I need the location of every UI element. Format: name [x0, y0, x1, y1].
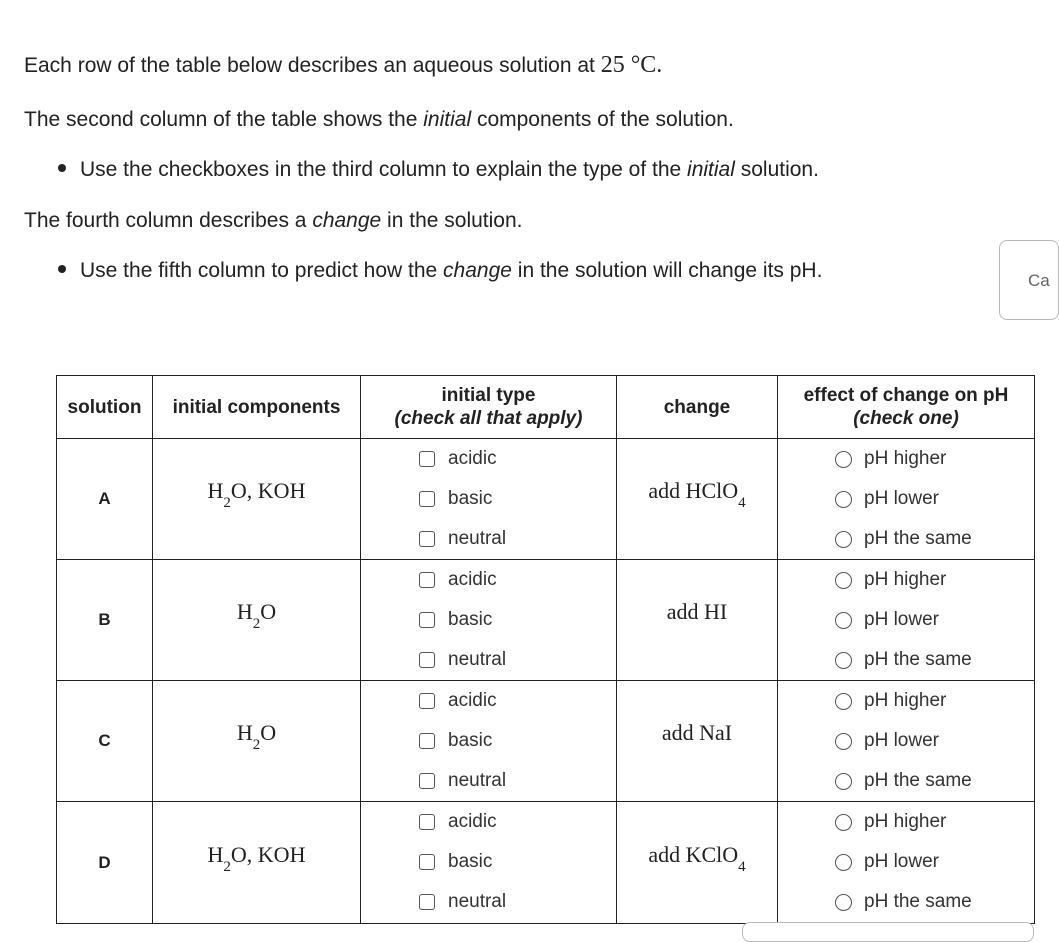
table-row — [57, 439, 1035, 560]
header-initial-components — [153, 376, 361, 439]
formula-rest: O, KOH — [230, 478, 306, 503]
side-panel-button-label: Ca — [1028, 271, 1050, 290]
radio-button[interactable] — [835, 531, 852, 548]
intro-text: components of the solution. — [471, 108, 734, 131]
effect-options — [778, 802, 1035, 924]
solution-letter — [57, 802, 153, 924]
effect-option-pH-the-same[interactable] — [778, 761, 1034, 801]
formula-main: H — [207, 841, 224, 867]
header-text: effect of change on pH — [803, 385, 1009, 406]
change-cell — [617, 560, 778, 681]
radio-button[interactable] — [835, 773, 852, 790]
header-text: change — [663, 396, 731, 418]
checkbox[interactable] — [419, 572, 435, 588]
initial-components — [153, 802, 361, 924]
radio-button[interactable] — [835, 612, 852, 629]
change-formula — [648, 841, 746, 875]
initial-type-options — [361, 681, 617, 802]
type-option-neutral[interactable] — [361, 882, 616, 922]
checkbox[interactable] — [419, 491, 435, 507]
checkbox[interactable] — [419, 773, 435, 789]
table-header-row — [57, 376, 1035, 439]
solution-letter-text: C — [98, 731, 111, 750]
option-label: pH higher — [864, 448, 947, 469]
type-option-acidic[interactable] — [361, 681, 616, 721]
header-text: initial components — [172, 396, 341, 418]
option-label: basic — [448, 730, 493, 751]
option-label: pH higher — [864, 690, 947, 711]
header-text: initial type — [441, 385, 536, 406]
option-label: pH the same — [864, 528, 972, 549]
option-label: pH the same — [864, 649, 972, 670]
formula-subscript: 2 — [252, 616, 261, 632]
emphasis-text: initial — [687, 158, 735, 181]
option-label: neutral — [448, 528, 507, 549]
option-label: acidic — [448, 448, 497, 469]
table-row — [57, 681, 1035, 802]
option-label: pH the same — [864, 891, 972, 912]
intro-text: Use the fifth column to predict how the — [80, 259, 444, 282]
checkbox[interactable] — [419, 652, 435, 668]
option-label: pH lower — [864, 730, 939, 751]
radio-button[interactable] — [835, 693, 852, 710]
change-formula — [648, 478, 746, 511]
formula-main: add HClO — [648, 478, 739, 503]
effect-options — [778, 439, 1035, 560]
intro-line-3 — [24, 209, 522, 233]
intro-text: The second column of the table shows the — [24, 108, 424, 131]
option-label: pH higher — [864, 569, 947, 590]
radio-button[interactable] — [835, 451, 852, 468]
checkbox[interactable] — [419, 894, 435, 910]
formula-subscript: 4 — [738, 495, 746, 511]
intro-text: Use the checkboxes in the third column to explain the type of the — [80, 158, 688, 181]
header-solution — [57, 376, 153, 439]
option-label: neutral — [448, 770, 507, 791]
type-option-acidic[interactable] — [361, 439, 616, 479]
intro-text: solution. — [734, 158, 819, 181]
type-option-acidic[interactable] — [361, 802, 616, 842]
checkbox[interactable] — [419, 612, 435, 628]
change-formula — [661, 720, 733, 749]
formula-subscript: 4 — [738, 858, 746, 875]
option-label: neutral — [448, 649, 507, 670]
initial-type-options — [361, 560, 617, 681]
checkbox[interactable] — [419, 693, 435, 709]
formula-main: add KClO — [648, 841, 739, 867]
option-label: acidic — [448, 569, 497, 590]
change-cell — [617, 802, 778, 924]
effect-option-pH-lower[interactable] — [778, 479, 1034, 519]
solution-letter — [57, 681, 153, 802]
type-option-basic[interactable] — [361, 479, 616, 519]
type-option-neutral[interactable] — [361, 761, 616, 801]
intro-text: The fourth column describes a — [24, 209, 313, 232]
type-option-basic[interactable] — [361, 600, 616, 640]
effect-option-pH-the-same[interactable] — [778, 640, 1034, 680]
header-text: solution — [67, 396, 142, 418]
initial-type-options — [361, 802, 617, 924]
solution-letter — [57, 560, 153, 681]
formula-main: H — [236, 599, 253, 624]
option-label: pH lower — [864, 488, 939, 509]
solution-letter — [57, 439, 153, 560]
checkbox[interactable] — [419, 854, 435, 870]
change-formula — [666, 599, 728, 628]
option-label: neutral — [448, 891, 507, 912]
temperature-value: 25 °C. — [600, 52, 663, 78]
formula-rest: O, KOH — [230, 841, 306, 867]
formula — [207, 478, 306, 511]
option-label: pH the same — [864, 770, 972, 791]
effect-option-pH-higher[interactable] — [778, 802, 1034, 842]
header-change — [617, 376, 778, 439]
option-label: acidic — [448, 690, 497, 711]
formula-rest: O — [260, 720, 277, 745]
option-label: basic — [448, 488, 493, 509]
effect-option-pH-lower[interactable] — [778, 842, 1034, 882]
intro-line-1 — [24, 52, 662, 79]
formula-subscript: 2 — [252, 737, 261, 753]
change-cell — [617, 681, 778, 802]
option-label: basic — [448, 609, 493, 630]
side-panel-button[interactable] — [999, 240, 1059, 320]
effect-option-pH-the-same[interactable] — [778, 519, 1034, 559]
header-initial-type — [361, 376, 617, 439]
radio-button[interactable] — [835, 894, 852, 911]
radio-button[interactable] — [835, 733, 852, 750]
effect-option-pH-higher[interactable] — [778, 439, 1034, 479]
effect-option-pH-lower[interactable] — [778, 721, 1034, 761]
formula — [236, 599, 277, 632]
formula — [236, 720, 277, 753]
type-option-basic[interactable] — [361, 721, 616, 761]
header-effect — [778, 376, 1035, 439]
option-label: pH lower — [864, 609, 939, 630]
option-label: acidic — [448, 811, 497, 832]
effect-options — [778, 560, 1035, 681]
intro-line-2 — [24, 108, 734, 132]
formula-rest: O — [260, 599, 277, 624]
initial-components — [153, 439, 361, 560]
formula-subscript: 2 — [223, 858, 231, 875]
solution-letter-text: D — [98, 852, 111, 872]
effect-option-pH-lower[interactable] — [778, 600, 1034, 640]
formula-main: H — [236, 720, 253, 745]
change-cell — [617, 439, 778, 560]
option-label: pH higher — [864, 811, 947, 832]
table-row — [57, 560, 1035, 681]
initial-type-options — [361, 439, 617, 560]
bullet-icon — [58, 164, 66, 172]
emphasis-text: change — [312, 209, 382, 232]
table-row — [57, 802, 1035, 924]
intro-text: in the solution. — [381, 209, 523, 232]
emphasis-text: initial — [423, 108, 472, 131]
checkbox[interactable] — [419, 733, 435, 749]
formula-main: H — [207, 478, 224, 503]
intro-text: Each row of the table below describes an aqueous solution at — [24, 54, 601, 77]
radio-button[interactable] — [835, 491, 852, 508]
bottom-panel — [742, 922, 1034, 942]
option-label: basic — [448, 851, 493, 872]
formula-main: add HI — [666, 599, 728, 624]
solution-letter-text: A — [98, 489, 111, 508]
type-option-acidic[interactable] — [361, 560, 616, 600]
instruction-bullet-2 — [58, 259, 822, 283]
intro-text: in the solution will change its pH. — [511, 259, 823, 282]
solutions-table — [56, 375, 1035, 924]
type-option-basic[interactable] — [361, 842, 616, 882]
formula — [207, 841, 306, 875]
instruction-bullet-1 — [58, 158, 819, 182]
checkbox[interactable] — [419, 814, 435, 830]
checkbox[interactable] — [419, 451, 435, 467]
checkbox[interactable] — [419, 531, 435, 547]
type-option-neutral[interactable] — [361, 640, 616, 680]
emphasis-text: change — [443, 259, 512, 282]
radio-button[interactable] — [835, 854, 852, 871]
formula-main: add NaI — [661, 720, 733, 745]
type-option-neutral[interactable] — [361, 519, 616, 559]
effect-option-pH-higher[interactable] — [778, 560, 1034, 600]
effect-option-pH-higher[interactable] — [778, 681, 1034, 721]
solution-letter-text: B — [98, 610, 111, 629]
radio-button[interactable] — [835, 652, 852, 669]
header-subtext: (check one) — [853, 408, 959, 429]
effect-option-pH-the-same[interactable] — [778, 882, 1034, 922]
formula-subscript: 2 — [223, 495, 231, 511]
bullet-icon — [58, 265, 66, 273]
header-subtext: (check all that apply) — [394, 408, 583, 429]
radio-button[interactable] — [835, 814, 852, 831]
option-label: pH lower — [864, 851, 939, 872]
initial-components — [153, 560, 361, 681]
radio-button[interactable] — [835, 572, 852, 589]
initial-components — [153, 681, 361, 802]
effect-options — [778, 681, 1035, 802]
